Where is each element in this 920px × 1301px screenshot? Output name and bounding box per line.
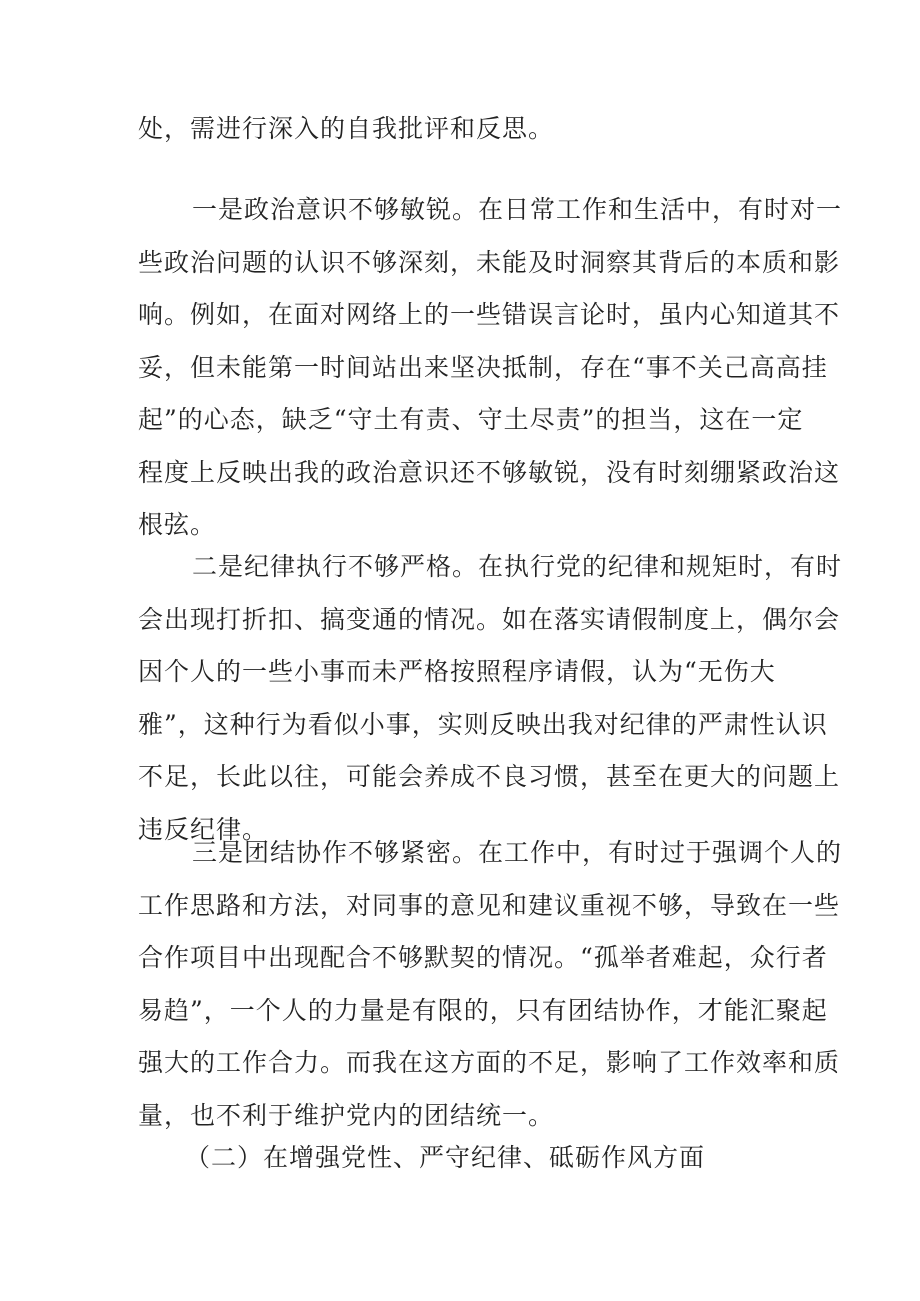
section-heading: （二）在增强党性、严守纪律、砥砺作风方面 <box>185 1143 706 1172</box>
paragraph-line: 二是纪律执行不够严格。在执行党的纪律和规矩时，有时 <box>192 552 843 581</box>
paragraph-line: 工作思路和方法，对同事的意见和建议重视不够，导致在一些 <box>138 890 841 920</box>
paragraph-political-awareness <box>138 184 843 552</box>
paragraph-teamwork <box>138 827 843 1142</box>
paragraph-discipline <box>138 541 843 856</box>
intro-line: 处，需进行深入的自我批评和反思。 <box>138 114 555 143</box>
paragraph-line: 程度上反映出我的政治意识还不够敏锐，没有时刻绷紧政治这 <box>138 457 841 487</box>
paragraph-line: 妥，但未能第一时间站出来坚决抵制，存在“事不关己高高挂 <box>138 352 828 382</box>
paragraph-line: 因个人的一些小事而未严格按照程序请假，认为“无伤大 <box>138 657 776 686</box>
paragraph-line: 易趋”，一个人的力量是有限的，只有团结协作，才能汇聚起 <box>138 995 828 1025</box>
paragraph-line: 起”的心态，缺乏“守土有责、守土尽责”的担当，这在一定 <box>138 405 804 434</box>
paragraph-line: 量，也不利于维护党内的团结统一。 <box>138 1100 555 1130</box>
intro-paragraph <box>138 103 794 156</box>
paragraph-line: 些政治问题的认识不够深刻，未能及时洞察其背后的本质和影 <box>138 247 841 277</box>
paragraph-line: 一是政治意识不够敏锐。在日常工作和生活中，有时对一 <box>192 195 843 224</box>
paragraph-line: 三是团结协作不够紧密。在工作中，有时过于强调个人的 <box>192 838 843 867</box>
paragraph-line: 合作项目中出现配合不够默契的情况。“孤举者难起，众行者 <box>138 943 828 972</box>
paragraph-line: 会出现打折扣、搞变通的情况。如在落实请假制度上，偶尔会 <box>138 604 841 634</box>
paragraph-line: 强大的工作合力。而我在这方面的不足，影响了工作效率和质 <box>138 1048 841 1077</box>
paragraph-line: 根弦。 <box>138 510 217 539</box>
paragraph-line: 雅”，这种行为看似小事，实则反映出我对纪律的严肃性认识 <box>138 709 828 739</box>
paragraph-line: 违反纪律。 <box>138 814 269 844</box>
paragraph-line: 响。例如，在面对网络上的一些错误言论时，虽内心知道其不 <box>138 300 841 329</box>
paragraph-line: 不足，长此以往，可能会养成不良习惯，甚至在更大的问题上 <box>138 762 841 791</box>
